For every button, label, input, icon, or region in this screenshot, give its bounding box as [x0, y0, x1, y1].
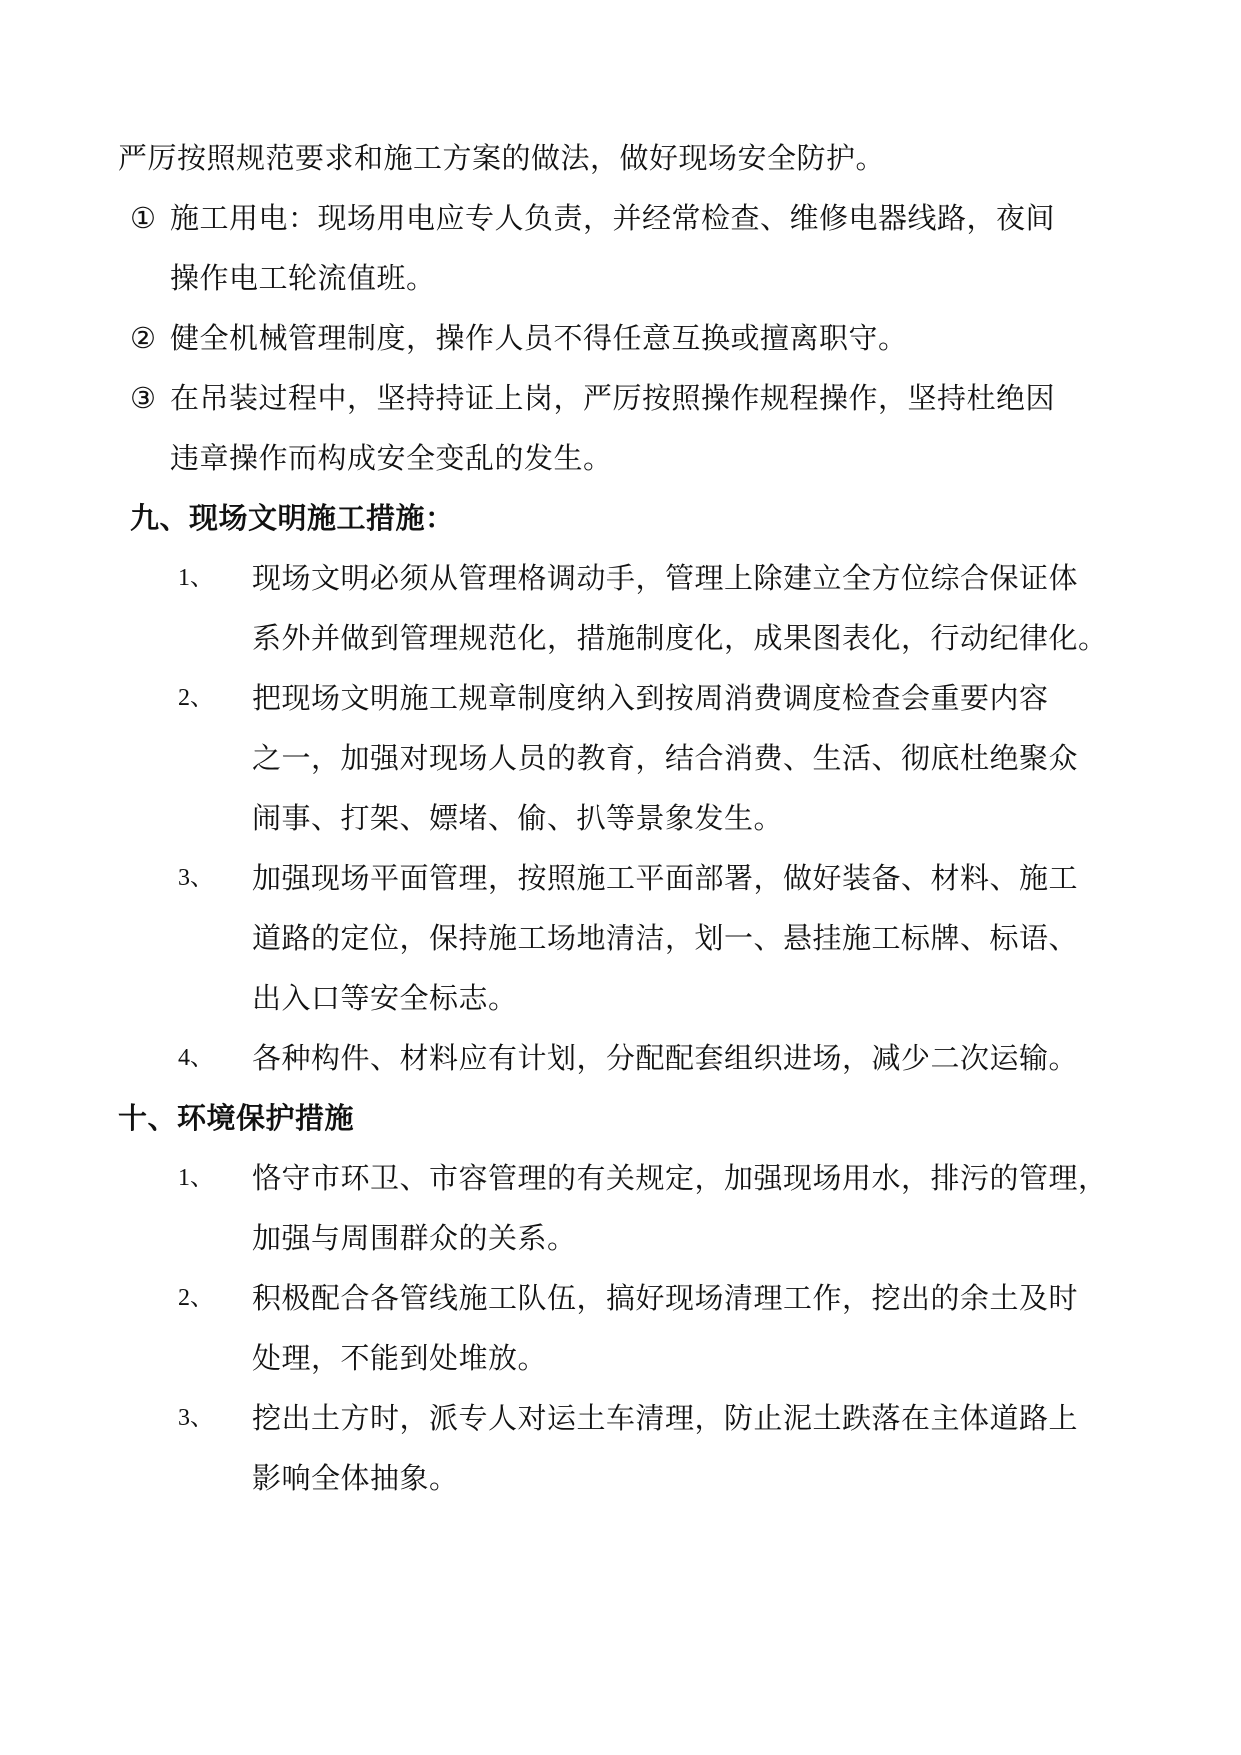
- list-item-line: 各种构件、材料应有计划，分配配套组织进场，减少二次运输。: [252, 1041, 1079, 1075]
- safety-item-marker: ①: [130, 201, 157, 235]
- list-item-line: 道路的定位，保持施工场地清洁，划一、悬挂施工标牌、标语、: [252, 921, 1079, 955]
- list-item-line: 加强现场平面管理，按照施工平面部署，做好装备、材料、施工: [252, 861, 1079, 895]
- section-heading: 九、现场文明施工措施：: [130, 501, 455, 535]
- list-item-line: 处理，不能到处堆放。: [252, 1341, 548, 1375]
- safety-item-line: 操作电工轮流值班。: [170, 261, 436, 295]
- list-item-number: 1、: [178, 1165, 214, 1191]
- list-item-number: 1、: [178, 565, 214, 591]
- list-item-line: 加强与周围群众的关系。: [252, 1221, 577, 1255]
- list-item-number: 2、: [178, 1285, 214, 1311]
- list-item-number: 2、: [178, 685, 214, 711]
- safety-item-marker: ③: [130, 381, 157, 415]
- list-item-line: 出入口等安全标志。: [252, 981, 518, 1015]
- safety-item-line: 违章操作而构成安全变乱的发生。: [170, 441, 613, 475]
- list-item-line: 现场文明必须从管理格调动手，管理上除建立全方位综合保证体: [252, 561, 1079, 595]
- list-item-line: 挖出土方时，派专人对运土车清理，防止泥土跌落在主体道路上: [252, 1401, 1079, 1435]
- list-item-line: 之一，加强对现场人员的教育，结合消费、生活、彻底杜绝聚众: [252, 741, 1079, 775]
- list-item-line: 恪守市环卫、市容管理的有关规定，加强现场用水，排污的管理，: [252, 1161, 1108, 1195]
- list-item-line: 影响全体抽象。: [252, 1461, 459, 1495]
- list-item-line: 系外并做到管理规范化，措施制度化，成果图表化，行动纪律化。: [252, 621, 1108, 655]
- list-item-number: 3、: [178, 865, 214, 891]
- list-item-number: 3、: [178, 1405, 214, 1431]
- list-item-line: 积极配合各管线施工队伍，搞好现场清理工作，挖出的余土及时: [252, 1281, 1079, 1315]
- safety-item-line: 施工用电：现场用电应专人负责，并经常检查、维修电器线路，夜间: [170, 201, 1056, 235]
- safety-item-marker: ②: [130, 321, 157, 355]
- safety-item-line: 在吊装过程中，坚持持证上岗，严厉按照操作规程操作，坚持杜绝因: [170, 381, 1056, 415]
- list-item-line: 把现场文明施工规章制度纳入到按周消费调度检查会重要内容: [252, 681, 1049, 715]
- list-item-line: 闹事、打架、嫖堵、偷、扒等景象发生。: [252, 801, 784, 835]
- section-heading: 十、环境保护措施: [118, 1101, 355, 1135]
- safety-item-line: 健全机械管理制度，操作人员不得任意互换或擅离职守。: [170, 321, 908, 355]
- list-item-number: 4、: [178, 1045, 214, 1071]
- intro-paragraph: 严厉按照规范要求和施工方案的做法，做好现场安全防护。: [118, 141, 886, 175]
